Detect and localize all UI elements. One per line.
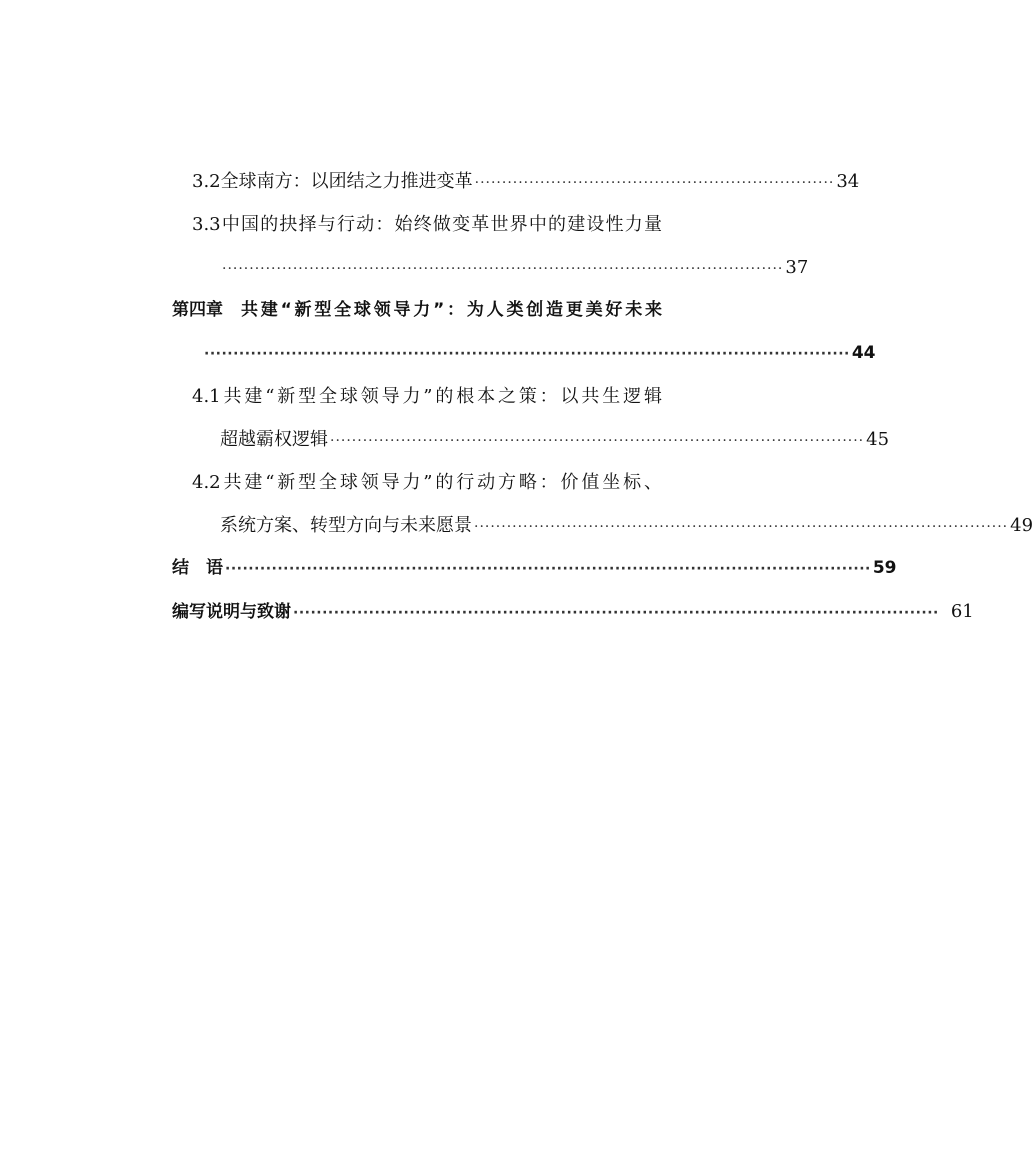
toc-entry-title: 编写说明与致谢 — [172, 602, 291, 622]
toc-entry-4-2[interactable] — [172, 461, 662, 504]
toc-entry-title: 超越霸权逻辑 — [220, 429, 328, 450]
toc-entry-acknowledgements[interactable] — [172, 590, 974, 633]
toc-entry-conclusion[interactable] — [172, 547, 897, 590]
toc-entry-3-2[interactable] — [172, 160, 860, 203]
toc-entry-title: 3.3中国的抉择与行动：始终做变革世界中的建设性力量 — [192, 214, 662, 235]
toc-entry-chapter-4[interactable] — [172, 289, 662, 332]
toc-entry-4-2-continued[interactable] — [172, 504, 1033, 547]
toc-entry-page: 45 — [866, 429, 890, 450]
toc-entry-3-3-continued[interactable] — [172, 246, 809, 289]
dot-leader: ··············································································································· — [204, 346, 850, 362]
toc-entry-title: 4.1共建“新型全球领导力”的根本之策：以共生逻辑 — [192, 386, 662, 407]
toc-entry-4-1-continued[interactable] — [172, 418, 890, 461]
dot-leader: ··············································································································· — [225, 561, 871, 577]
toc-entry-title: 3.2全球南方：以团结之力推进变革 — [192, 171, 473, 192]
toc-chapter-label: 第四章 — [172, 300, 223, 320]
toc-entry-chapter-4-continued[interactable] — [172, 332, 876, 375]
table-of-contents — [172, 160, 1033, 633]
dot-leader: ·································································································· — [474, 519, 1009, 535]
toc-entry-title: 结 语 — [172, 558, 223, 578]
toc-entry-title: 共建“新型全球领导力”：为人类创造更美好未来 — [241, 300, 662, 320]
toc-entry-page: 44 — [851, 343, 876, 363]
toc-entry-page: 61 — [950, 601, 974, 622]
toc-entry-title: 4.2共建“新型全球领导力”的行动方略：价值坐标、 — [192, 472, 662, 493]
toc-entry-page: 34 — [836, 171, 860, 192]
dot-leader: ·································································· — [474, 175, 835, 191]
toc-entry-4-1[interactable] — [172, 375, 662, 418]
toc-entry-title: 系统方案、转型方向与未来愿景 — [220, 515, 472, 536]
toc-entry-3-3[interactable] — [172, 203, 662, 246]
toc-entry-page: 59 — [872, 558, 897, 578]
dot-leader: ··············································································································· — [293, 605, 939, 621]
dot-leader: ······································································································· — [222, 261, 784, 277]
toc-entry-page: 49 — [1010, 515, 1033, 536]
toc-entry-page: 37 — [785, 257, 809, 278]
dot-leader: ·································································································· — [330, 433, 865, 449]
